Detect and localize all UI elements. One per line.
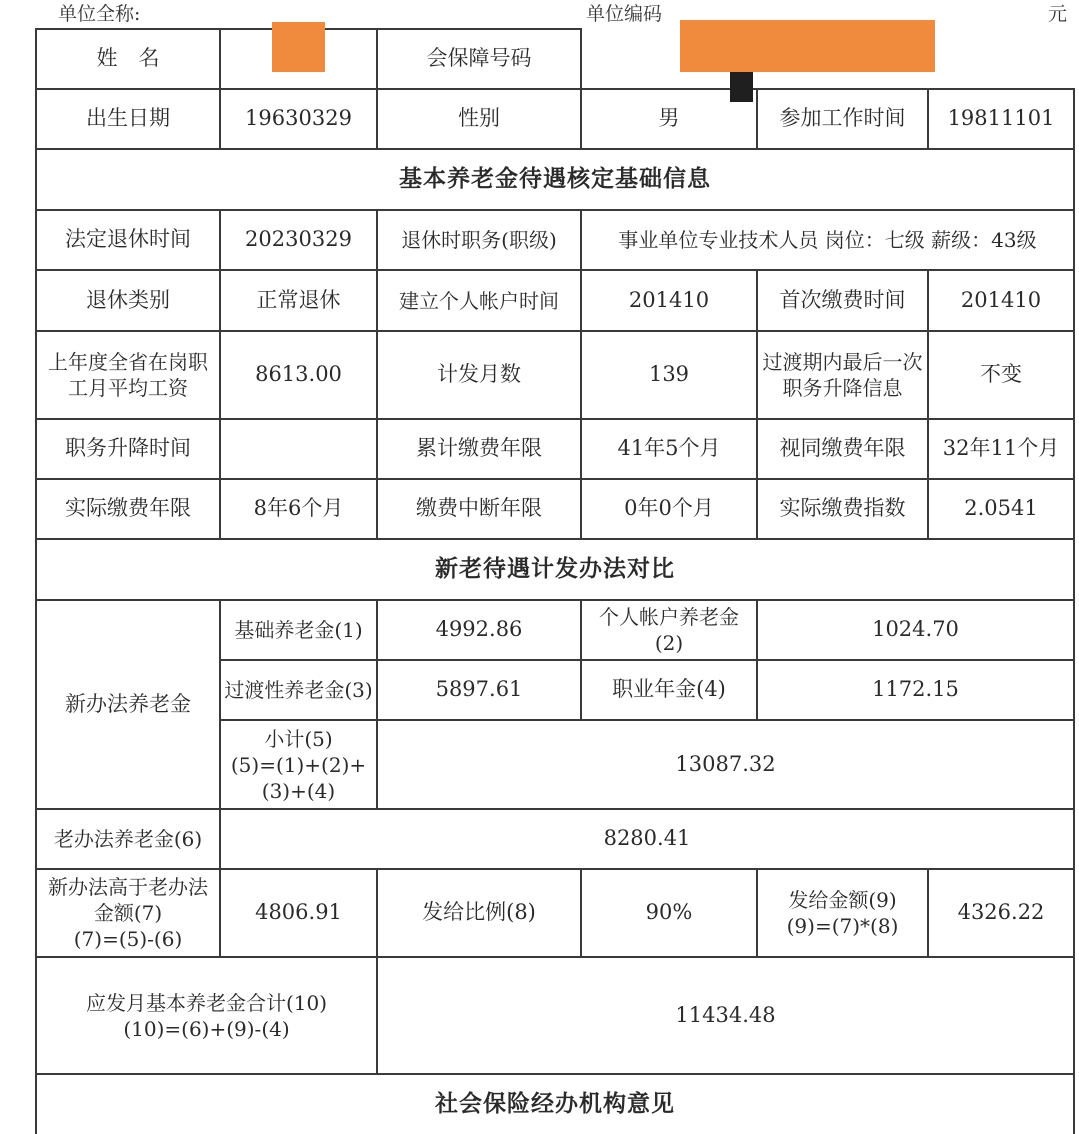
section1-title: 基本养老金待遇核定基础信息 (36, 149, 1074, 210)
gender-label: 性别 (377, 89, 581, 149)
transitional-value: 5897.61 (377, 660, 581, 720)
change-time-row (36, 419, 1074, 479)
avg-wage-label: 上年度全省在岗职工月平均工资 (36, 331, 220, 419)
birth-value: 19630329 (220, 89, 377, 149)
grant-formula: (9)=(7)*(8) (786, 914, 899, 938)
actual-years-row (36, 479, 1074, 539)
legal-retire-label: 法定退休时间 (36, 210, 220, 270)
transitional-label: 过渡性养老金(3) (220, 660, 377, 720)
subtotal-cell (220, 720, 377, 809)
retire-post-label: 退休时职务(职级) (377, 210, 581, 270)
grant-cell (757, 869, 928, 957)
total-cell (36, 957, 377, 1074)
redaction-unit-code (680, 20, 935, 72)
gap-years-value: 0年0个月 (581, 479, 757, 539)
birth-label: 出生日期 (36, 89, 220, 149)
months-label: 计发月数 (377, 331, 581, 419)
legal-retire-value: 20230329 (220, 210, 377, 270)
basic-pension-value: 4992.86 (377, 600, 581, 660)
avg-wage-value: 8613.00 (220, 331, 377, 419)
first-pay-label: 首次缴费时间 (757, 270, 928, 331)
total-label: 应发月基本养老金合计(10) (85, 990, 328, 1015)
deemed-years-label: 视同缴费年限 (757, 419, 928, 479)
unit-name-label: 单位全称: (58, 3, 141, 25)
change-time-value (220, 419, 377, 479)
grant-value: 4326.22 (928, 869, 1074, 957)
section3-title: 社会保险经办机构意见 (36, 1074, 1074, 1134)
section2-row (36, 539, 1074, 600)
occupational-label: 职业年金(4) (581, 660, 757, 720)
change-time-label: 职务升降时间 (36, 419, 220, 479)
diff-row (36, 869, 1074, 957)
black-mark (730, 72, 753, 102)
account-time-value: 201410 (581, 270, 757, 331)
basic-pension-row (36, 600, 1074, 660)
section1-row (36, 149, 1074, 210)
gap-years-label: 缴费中断年限 (377, 479, 581, 539)
diff-cell (36, 869, 220, 957)
total-row (36, 957, 1074, 1074)
retire-post-value: 事业单位专业技术人员 岗位：七级 薪级：43级 (581, 210, 1074, 270)
actual-years-label: 实际缴费年限 (36, 479, 220, 539)
basic-pension-label: 基础养老金(1) (220, 600, 377, 660)
gender-value: 男 (581, 89, 757, 149)
total-value: 11434.48 (377, 957, 1074, 1074)
last-change-label: 过渡期内最后一次职务升降信息 (757, 331, 928, 419)
retire-type-row (36, 270, 1074, 331)
birth-row (36, 89, 1074, 149)
pension-form-table (35, 28, 1075, 1134)
total-years-value: 41年5个月 (581, 419, 757, 479)
work-start-label: 参加工作时间 (757, 89, 928, 149)
legal-retire-row (36, 210, 1074, 270)
personal-account-value: 1024.70 (757, 600, 1074, 660)
actual-years-value: 8年6个月 (220, 479, 377, 539)
section2-title: 新老待遇计发办法对比 (36, 539, 1074, 600)
ratio-label: 发给比例(8) (377, 869, 581, 957)
subtotal-formula: (5)=(1)+(2)+(3)+(4) (230, 752, 367, 803)
avg-wage-row (36, 331, 1074, 419)
account-time-label: 建立个人帐户时间 (377, 270, 581, 331)
pay-index-label: 实际缴费指数 (757, 479, 928, 539)
old-method-value: 8280.41 (220, 809, 1074, 869)
diff-label: 新办法高于老办法金额(7) (48, 875, 208, 925)
work-start-value: 19811101 (928, 89, 1074, 149)
last-change-value: 不变 (928, 331, 1074, 419)
subtotal-label: 小计(5) (264, 726, 333, 751)
personal-account-label: 个人帐户养老金(2) (581, 600, 757, 660)
first-pay-value: 201410 (928, 270, 1074, 331)
name-label: 姓 名 (36, 29, 220, 89)
diff-formula: (7)=(5)-(6) (73, 927, 183, 951)
ratio-value: 90% (581, 869, 757, 957)
redaction-name (272, 22, 325, 72)
retire-type-label: 退休类别 (36, 270, 220, 331)
diff-value: 4806.91 (220, 869, 377, 957)
retire-type-value: 正常退休 (220, 270, 377, 331)
grant-label: 发给金额(9) (788, 888, 897, 912)
section3-row (36, 1074, 1074, 1134)
unit-suffix: 元 (1048, 3, 1068, 25)
months-value: 139 (581, 331, 757, 419)
old-method-row (36, 809, 1074, 869)
total-years-label: 累计缴费年限 (377, 419, 581, 479)
total-formula: (10)=(6)+(9)-(4) (123, 1016, 290, 1041)
occupational-value: 1172.15 (757, 660, 1074, 720)
new-method-label: 新办法养老金 (36, 600, 220, 809)
old-method-label: 老办法养老金(6) (36, 809, 220, 869)
subtotal-value: 13087.32 (377, 720, 1074, 809)
ssn-label: 会保障号码 (377, 29, 581, 89)
unit-code-label: 单位编码 (586, 3, 663, 25)
pay-index-value: 2.0541 (928, 479, 1074, 539)
deemed-years-value: 32年11个月 (928, 419, 1074, 479)
